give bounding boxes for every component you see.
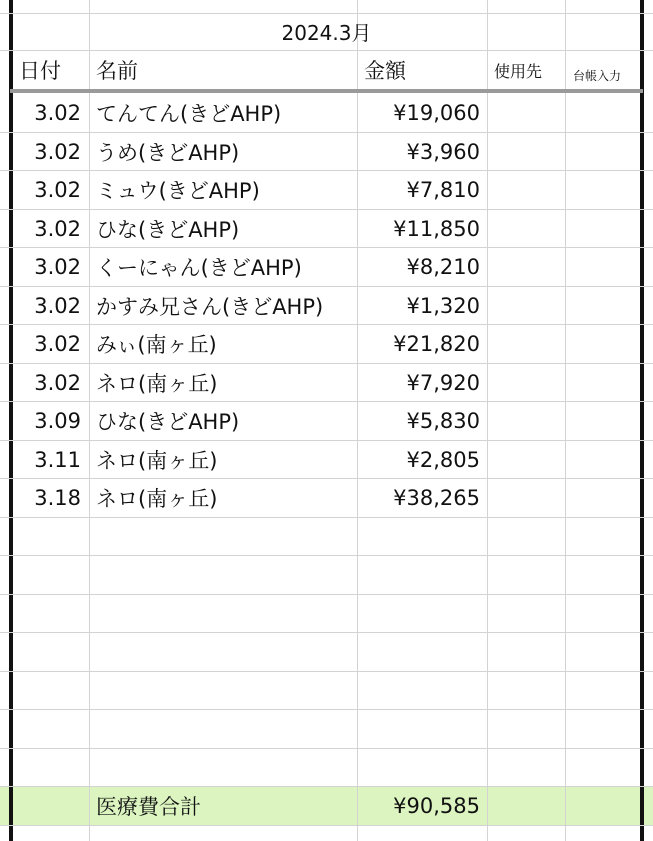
row-divider: [0, 825, 653, 826]
header-ledger[interactable]: 台帳入力: [573, 68, 622, 83]
cell-amount[interactable]: ¥21,820: [393, 332, 480, 356]
cell-amount[interactable]: ¥19,060: [393, 101, 480, 125]
row-divider: [0, 671, 653, 672]
cell-date[interactable]: 3.09: [34, 409, 81, 433]
cell-amount[interactable]: ¥1,320: [406, 293, 480, 318]
cell-name[interactable]: みぃ(南ヶ丘): [96, 333, 217, 357]
header-name[interactable]: 名前: [96, 59, 138, 83]
cell-name[interactable]: てんてん(きどAHP): [96, 102, 282, 126]
table-right-border: [640, 0, 644, 841]
cell-name[interactable]: ミュウ(きどAHP): [96, 179, 260, 203]
cell-name[interactable]: ひな(きどAHP): [96, 410, 240, 434]
cell-amount[interactable]: ¥2,805: [406, 447, 480, 472]
header-usage[interactable]: 使用先: [494, 61, 543, 81]
cell-date[interactable]: 3.02: [34, 255, 81, 279]
cell-date[interactable]: 3.18: [34, 486, 81, 510]
total-label[interactable]: 医療費合計: [96, 795, 201, 819]
header-separator: [10, 89, 643, 93]
cell-name[interactable]: ひな(きどAHP): [96, 217, 240, 242]
total-amount[interactable]: ¥90,585: [393, 794, 480, 818]
cell-date[interactable]: 3.11: [34, 447, 81, 472]
cell-date[interactable]: 3.02: [34, 216, 81, 241]
column-divider: [565, 0, 566, 841]
cell-name[interactable]: かすみ兄さん(きどAHP): [96, 294, 324, 319]
row-divider: [0, 555, 653, 556]
cell-date[interactable]: 3.02: [34, 332, 81, 356]
cell-amount[interactable]: ¥8,210: [406, 255, 480, 279]
cell-amount[interactable]: ¥7,920: [406, 370, 480, 395]
cell-name[interactable]: うめ(きどAHP): [96, 140, 240, 165]
cell-name[interactable]: ネロ(南ヶ丘): [96, 448, 218, 473]
row-divider: [0, 709, 653, 710]
cell-date[interactable]: 3.02: [34, 293, 81, 318]
cell-date[interactable]: 3.02: [34, 101, 81, 125]
cell-name[interactable]: くーにゃん(きどAHP): [96, 256, 302, 280]
cell-amount[interactable]: ¥38,265: [393, 486, 480, 510]
header-amount[interactable]: 金額: [364, 59, 406, 83]
cell-amount[interactable]: ¥5,830: [406, 409, 480, 433]
row-divider: [0, 632, 653, 633]
cell-name[interactable]: ネロ(南ヶ丘): [96, 371, 218, 396]
cell-amount[interactable]: ¥7,810: [406, 178, 480, 202]
row-divider: [0, 594, 653, 595]
sheet-title[interactable]: 2024.3月: [281, 21, 372, 45]
cell-date[interactable]: 3.02: [34, 139, 81, 164]
cell-date[interactable]: 3.02: [34, 370, 81, 395]
cell-name[interactable]: ネロ(南ヶ丘): [96, 487, 218, 511]
cell-amount[interactable]: ¥3,960: [406, 139, 480, 164]
cell-date[interactable]: 3.02: [34, 178, 81, 202]
column-divider: [487, 0, 488, 841]
row-divider: [0, 748, 653, 749]
header-date[interactable]: 日付: [19, 59, 61, 83]
cell-amount[interactable]: ¥11,850: [393, 216, 480, 241]
row-divider: [0, 517, 653, 518]
